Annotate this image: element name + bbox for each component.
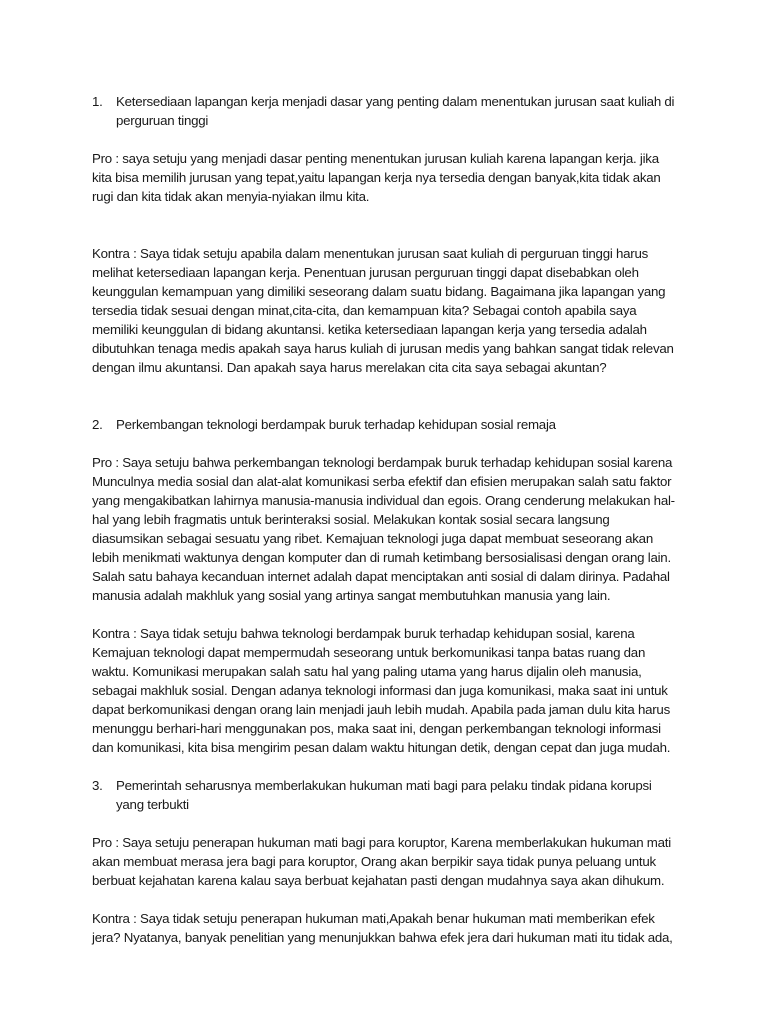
section-1-pro: Pro : saya setuju yang menjadi dasar penting menentukan jurusan kuliah karena lapangan kerja. jika kita bisa memilih jurusan yang tepat,yaitu lapangan kerja nya tersedia dengan banyak,kita tidak akan rugi dan kita tidak akan menyia-nyiakan ilmu kita.: [92, 151, 661, 204]
section-1-kontra: Kontra : Saya tidak setuju apabila dalam menentukan jurusan saat kuliah di perguruan tinggi harus melihat ketersediaan lapangan kerja. Penentuan jurusan perguruan tinggi dapat disebabkan oleh keunggulan kemampuan yang dimiliki seseorang dalam suatu bidang. Bagaimana jika lapangan yang tersedia tidak sesuai dengan minat,cita-cita, dan kemampuan kita? Sebagai contoh apabila saya memiliki keunggulan di bidang akuntansi. ketika ketersediaan lapangan kerja yang tersedia adalah dibutuhkan tenaga medis apakah saya harus kuliah di jurusan medis yang bahkan sangat tidak relevan dengan ilmu akuntansi. Dan apakah saya harus merelakan cita cita saya sebagai akuntan?: [92, 246, 674, 375]
section-3-heading-text: Pemerintah seharusnya memberlakukan hukuman mati bagi para pelaku tindak pidana korupsi yang terbukti: [116, 778, 652, 812]
spacer: [92, 225, 680, 244]
section-2-heading: [92, 415, 680, 434]
section-3-heading: [92, 776, 680, 814]
section-3-number: 3.: [92, 778, 103, 793]
section-1-heading-text: Ketersediaan lapangan kerja menjadi dasar yang penting dalam menentukan jurusan saat kuliah di perguruan tinggi: [116, 94, 675, 128]
section-2-pro: Pro : Saya setuju bahwa perkembangan teknologi berdampak buruk terhadap kehidupan sosial karena Munculnya media sosial dan alat-alat komunikasi serba efektif dan efisien merupakan salah satu faktor yang mengakibatkan lahirnya manusia-manusia individual dan egois. Orang cenderung melakukan hal-hal yang lebih fragmatis untuk berinteraksi sosial. Melakukan kontak sosial secara langsung diasumsikan sebagai sesuatu yang ribet. Kemajuan teknologi juga dapat membuat seseorang akan lebih menikmati waktunya dengan komputer dan di rumah ketimbang bersosialisasi dengan orang lain. Salah satu bahaya kecanduan internet adalah dapat menciptakan anti sosial di dalam dirinya. Padahal manusia adalah makhluk yang sosial yang artinya sangat membutuhkan manusia yang lain.: [92, 455, 675, 603]
spacer: [92, 396, 680, 415]
section-3-kontra: Kontra : Saya tidak setuju penerapan hukuman mati,Apakah benar hukuman mati memberikan efek jera? Nyatanya, banyak penelitian yang menunjukkan bahwa efek jera dari hukuman mati itu tidak ada,: [92, 911, 673, 945]
section-1-number: 1.: [92, 94, 103, 109]
section-2-kontra: Kontra : Saya tidak setuju bahwa teknologi berdampak buruk terhadap kehidupan sosial, karena Kemajuan teknologi dapat mempermudah seseorang untuk berkomunikasi tanpa batas ruang dan waktu. Komunikasi merupakan salah satu hal yang paling utama yang harus dijalin oleh manusia, sebagai makhluk sosial. Dengan adanya teknologi informasi dan juga komunikasi, maka saat ini untuk dapat berkomunikasi dengan orang lain menjadi jauh lebih mudah. Apabila pada jaman dulu kita harus menunggu berhari-hari menggunakan pos, maka saat ini, dengan perkembangan teknologi informasi dan komunikasi, kita bisa mengirim pesan dalam waktu hitungan detik, dengan cepat dan juga mudah.: [92, 626, 671, 755]
section-2-number: 2.: [92, 417, 103, 432]
section-3-pro: Pro : Saya setuju penerapan hukuman mati bagi para koruptor, Karena memberlakukan hukuman mati akan membuat merasa jera bagi para koruptor, Orang akan berpikir saya tidak punya peluang untuk berbuat kejahatan karena kalau saya berbuat kejahatan pasti dengan mudahnya saya akan dihukum.: [92, 835, 671, 888]
section-1-heading: [92, 92, 680, 130]
section-2-heading-text: Perkembangan teknologi berdampak buruk terhadap kehidupan sosial remaja: [116, 417, 556, 432]
